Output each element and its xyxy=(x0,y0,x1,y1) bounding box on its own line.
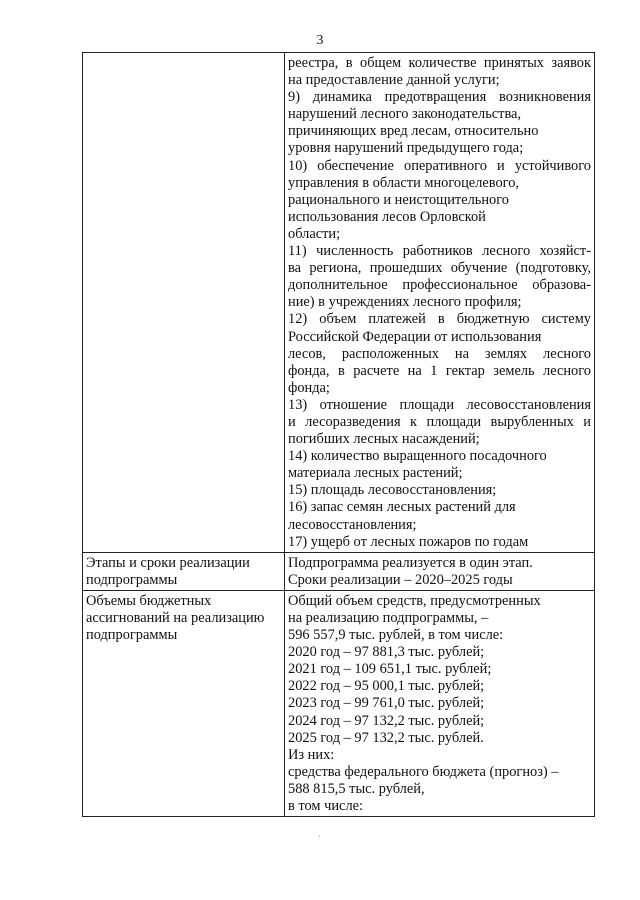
stages-cell xyxy=(285,552,595,590)
table-row-stages xyxy=(83,552,595,590)
cell-line: материала лесных растений; xyxy=(288,465,463,482)
cell-line: Общий объем средств, предусмотренных xyxy=(288,592,541,609)
cell-line: средства федерального бюджета (прогноз) – xyxy=(288,763,559,780)
cell-line: Сроки реализации – 2020–2025 годы xyxy=(288,571,513,588)
cell-line: погибших лесных насаждений; xyxy=(288,431,480,448)
indicators-cell xyxy=(285,53,595,553)
table-row-budget xyxy=(83,590,595,816)
row-label-cell xyxy=(83,53,285,553)
cell-line: фонда; xyxy=(288,379,330,396)
cell-line: рационального и неистощительного xyxy=(288,191,509,208)
cell-line: на предоставление данной услуги; xyxy=(288,72,500,89)
cell-line: ассигнований на реализацию xyxy=(86,610,265,626)
cell-line: 15) площадь лесовосстановления; xyxy=(288,482,497,499)
cell-line: уровня нарушений предыдущего года; xyxy=(288,140,524,157)
cell-line: использования лесов Орловской xyxy=(288,208,486,225)
cell-line: ва региона, прошедших обучение (подготовку, xyxy=(288,260,591,277)
cell-line: 2022 год – 95 000,1 тыс. рублей; xyxy=(288,678,485,695)
cell-line: 12) объем платежей в бюджетную систему xyxy=(288,311,591,328)
cell-line: фонда, в расчете на 1 гектар земель лесного xyxy=(288,362,591,379)
cell-line: 2024 год – 97 132,2 тыс. рублей; xyxy=(288,712,485,729)
page-number: 3 xyxy=(316,33,324,48)
cell-line: 588 815,5 тыс. рублей, xyxy=(288,780,425,797)
cell-line: Подпрограмма реализуется в один этап. xyxy=(288,554,533,571)
cell-line: 17) ущерб от лесных пожаров по годам xyxy=(288,533,529,550)
cell-line: Российской Федерации от использования xyxy=(288,328,542,345)
cell-line: на реализацию подпрограммы, – xyxy=(288,610,489,626)
cell-line: 596 557,9 тыс. рублей, в том числе: xyxy=(288,627,504,644)
cell-line: причиняющих вред лесам, относительно xyxy=(288,123,539,140)
cell-line: 14) количество выращенного посадочного xyxy=(288,448,547,465)
scan-speck: · xyxy=(318,832,322,843)
cell-line: 10) обеспечение оперативного и устойчивого xyxy=(288,157,591,174)
cell-line: 13) отношение площади лесовосстановления xyxy=(288,396,591,413)
cell-line: нарушений лесного законодательства, xyxy=(288,106,522,123)
cell-line: подпрограммы xyxy=(86,627,178,644)
cell-line: 11) численность работников лесного хозяйст- xyxy=(288,243,591,260)
cell-line: управления в области многоцелевого, xyxy=(288,174,519,191)
cell-line: дополнительное профессиональное образова- xyxy=(288,277,591,294)
row-label-cell xyxy=(83,590,285,816)
cell-line: Из них: xyxy=(288,746,335,763)
cell-line: 9) динамика предотвращения возникновения xyxy=(288,89,591,106)
cell-line: лесов, расположенных на землях лесного xyxy=(288,345,591,362)
cell-line: в том числе: xyxy=(288,798,364,815)
table-row-indicators xyxy=(83,53,595,553)
budget-cell xyxy=(285,590,595,816)
cell-line: области; xyxy=(288,225,341,242)
cell-line: 2025 год – 97 132,2 тыс. рублей. xyxy=(288,729,484,746)
cell-line: реестра, в общем количестве принятых заявок xyxy=(288,55,591,71)
cell-line: подпрограммы xyxy=(86,571,178,588)
cell-line: Этапы и сроки реализации xyxy=(86,554,250,571)
cell-line: ние) в учреждениях лесного профиля; xyxy=(288,294,522,311)
cell-line: 2023 год – 99 761,0 тыс. рублей; xyxy=(288,695,485,712)
cell-line: Объемы бюджетных xyxy=(86,592,212,609)
cell-line: лесовосстановления; xyxy=(288,516,417,533)
row-label-cell xyxy=(83,552,285,590)
cell-line: 2020 год – 97 881,3 тыс. рублей; xyxy=(288,644,485,661)
cell-line: и лесоразведения к площади вырубленных и xyxy=(288,413,591,430)
cell-line: 2021 год – 109 651,1 тыс. рублей; xyxy=(288,661,492,678)
passport-table xyxy=(82,52,595,817)
cell-line: 16) запас семян лесных растений для xyxy=(288,499,516,516)
